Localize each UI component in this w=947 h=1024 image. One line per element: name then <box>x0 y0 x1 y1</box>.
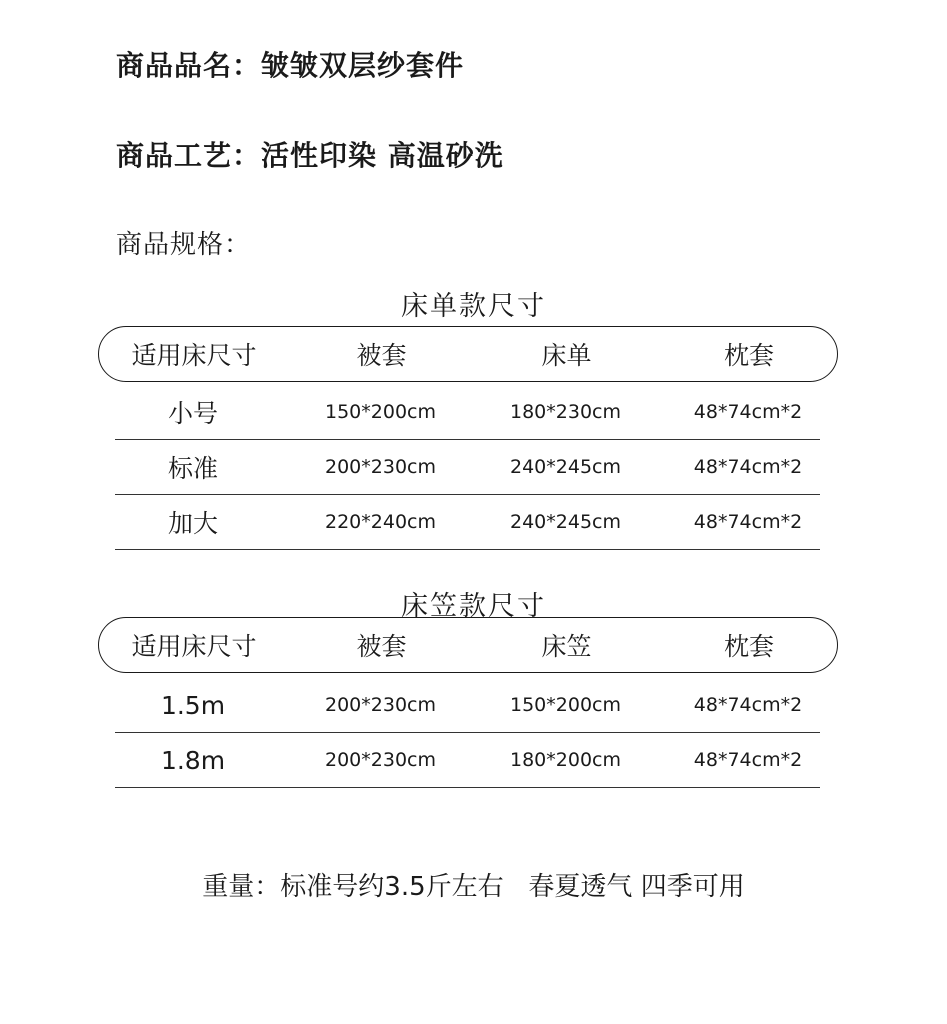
row-pillowcase-size: 48*74cm*2 <box>693 456 803 478</box>
fitted-table-title: 床笠款尺寸 <box>401 591 546 622</box>
row-pillowcase-size: 48*74cm*2 <box>693 401 803 423</box>
header-bed-size: 适用床尺寸 <box>131 632 257 661</box>
header-pillowcase: 枕套 <box>723 341 774 370</box>
table-row <box>115 385 820 440</box>
row-sheet-size: 240*245cm <box>510 456 621 478</box>
header-bed-size: 适用床尺寸 <box>131 341 257 370</box>
row-duvet-size: 200*230cm <box>325 456 436 478</box>
row-duvet-size: 200*230cm <box>325 694 436 716</box>
weight-note: 重量：标准号约3.5斤左右 春夏透气 四季可用 <box>202 872 745 902</box>
product-name-value: 皱皱双层纱套件 <box>261 49 465 82</box>
product-craft-line <box>116 134 504 174</box>
row-size-label: 1.5m <box>160 690 226 720</box>
table-row <box>115 440 820 495</box>
row-size-label: 加大 <box>167 509 218 538</box>
row-duvet-size: 200*230cm <box>325 749 436 771</box>
product-name-line <box>116 44 464 84</box>
row-duvet-size: 220*240cm <box>325 511 436 533</box>
header-pillowcase: 枕套 <box>723 632 774 661</box>
row-sheet-size: 240*245cm <box>510 511 621 533</box>
row-pillowcase-size: 48*74cm*2 <box>693 749 803 771</box>
row-sheet-size: 180*230cm <box>510 401 621 423</box>
product-craft-value: 活性印染 高温砂洗 <box>261 139 504 172</box>
table-row <box>115 733 820 788</box>
row-pillowcase-size: 48*74cm*2 <box>693 511 803 533</box>
row-fitted-size: 150*200cm <box>510 694 621 716</box>
header-duvet-cover: 被套 <box>356 341 407 370</box>
row-pillowcase-size: 48*74cm*2 <box>693 694 803 716</box>
product-name-label: 商品品名： <box>116 49 262 82</box>
sheet-table-header <box>98 326 838 382</box>
product-craft-label: 商品工艺： <box>116 139 262 172</box>
table-row <box>115 495 820 550</box>
row-duvet-size: 150*200cm <box>325 401 436 423</box>
header-fitted-sheet: 床笠 <box>541 632 592 661</box>
sheet-table-title: 床单款尺寸 <box>401 291 546 322</box>
row-size-label: 小号 <box>167 399 218 428</box>
row-size-label: 1.8m <box>160 745 226 775</box>
header-duvet-cover: 被套 <box>356 632 407 661</box>
row-fitted-size: 180*200cm <box>510 749 621 771</box>
header-bed-sheet: 床单 <box>541 341 592 370</box>
product-spec-label: 商品规格： <box>116 230 252 260</box>
fitted-table-header <box>98 617 838 673</box>
table-row <box>115 678 820 733</box>
row-size-label: 标准 <box>167 454 218 483</box>
